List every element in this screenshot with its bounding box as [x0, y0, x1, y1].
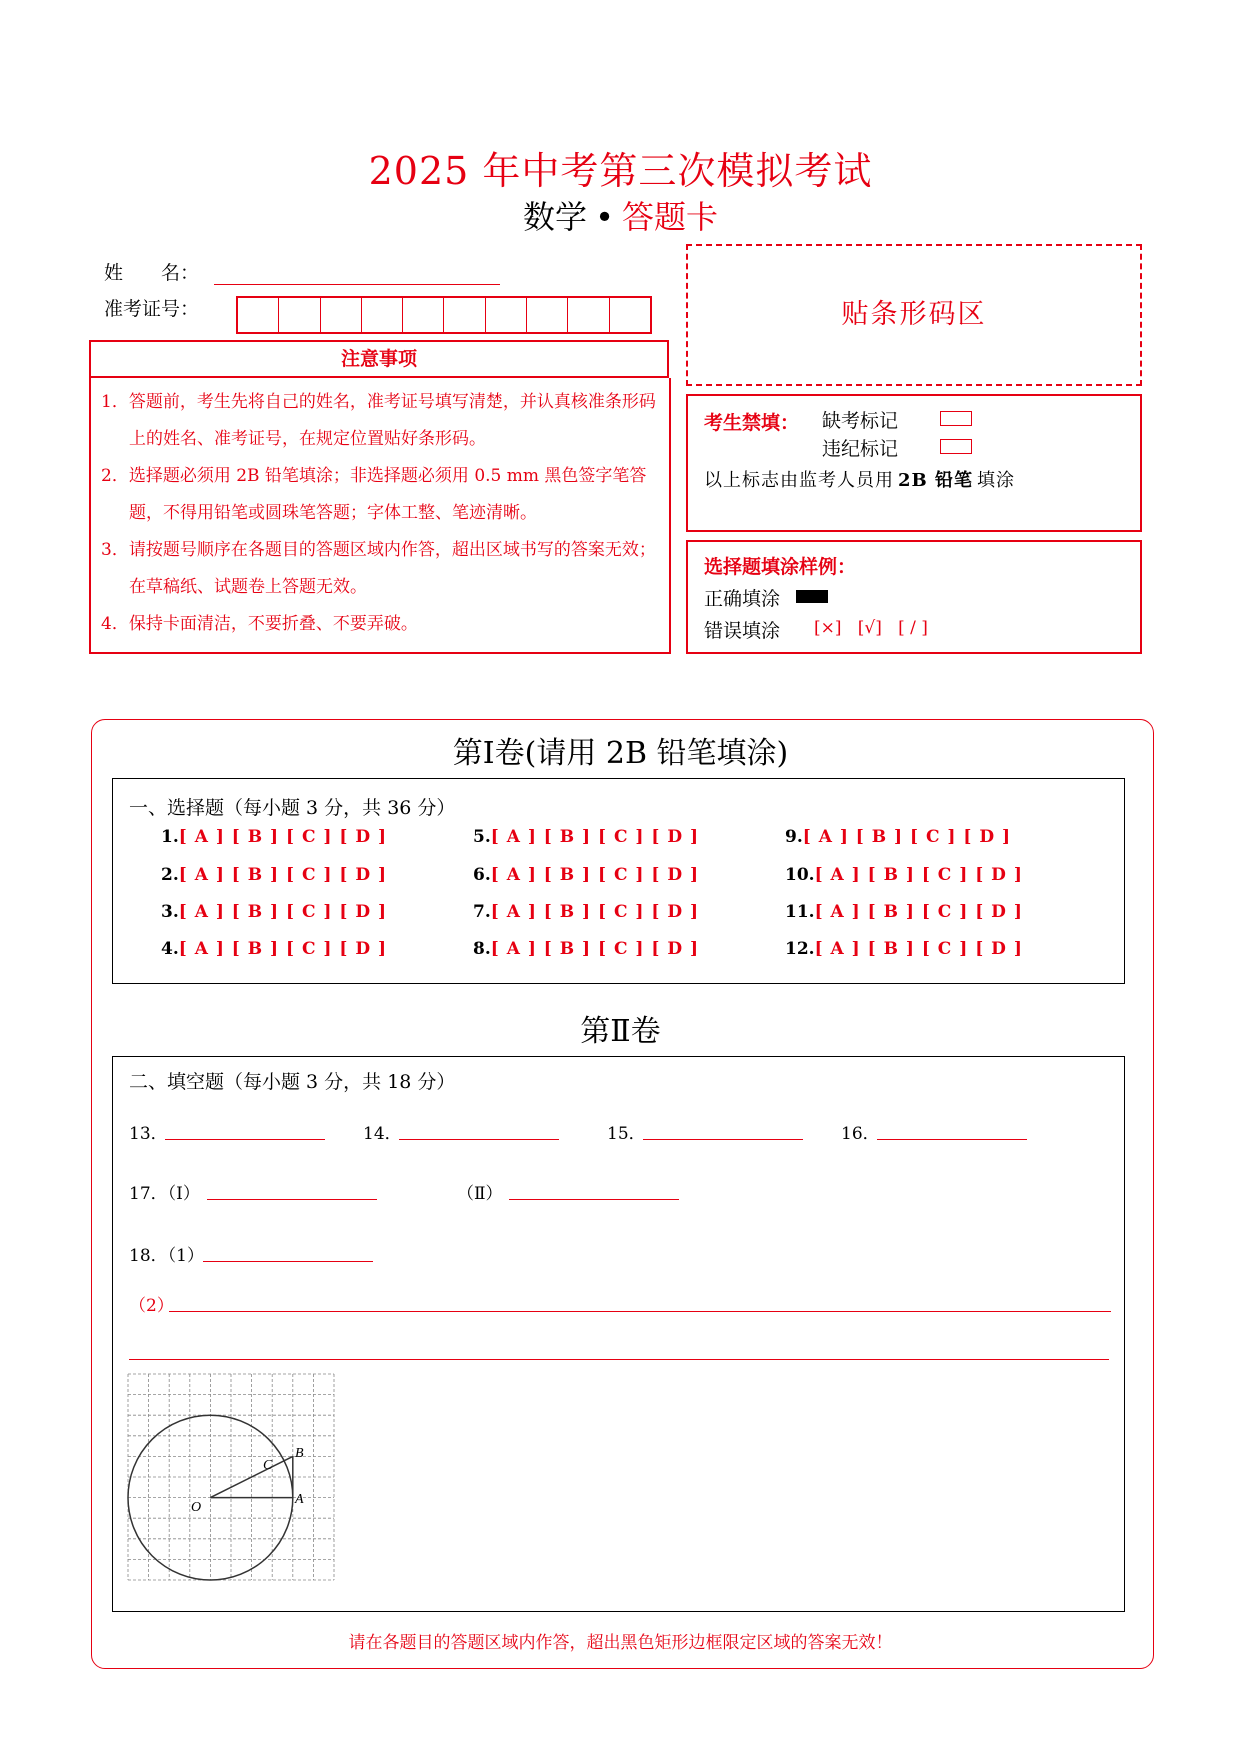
- choice-row-10[interactable]: 10.[ A ] [ B ] [ C ] [ D ]: [785, 865, 1023, 885]
- circle-grid-figure: [127, 1373, 337, 1583]
- q16-answer-line[interactable]: [877, 1139, 1027, 1140]
- correct-fill-label: 正确填涂: [704, 588, 781, 610]
- q17-part2-label: （Ⅱ）: [457, 1184, 503, 1204]
- id-digit-box[interactable]: [403, 298, 444, 332]
- proctor-note: 以上标志由监考人员用 2B 铅笔 填涂: [704, 470, 1016, 491]
- notice-item: 4．保持卡面清洁，不要折叠、不要弄破。: [101, 614, 418, 634]
- q17-part1-label: 17．（Ⅰ）: [129, 1184, 200, 1204]
- id-label: 准考证号：: [104, 298, 200, 320]
- choice-row-8[interactable]: 8.[ A ] [ B ] [ C ] [ D ]: [473, 939, 700, 959]
- q15-label: 15．: [607, 1124, 646, 1144]
- page-subtitle: [0, 192, 1241, 238]
- fill-sample-box: [686, 540, 1142, 654]
- subtitle-dot: •: [595, 198, 614, 236]
- proctor-only-title: 考生禁填：: [704, 412, 800, 434]
- part2-title: 第Ⅱ卷: [580, 1014, 661, 1049]
- q18-part1-label: 18．（1）: [129, 1246, 204, 1266]
- part1-title: 第Ⅰ卷(请用 2B 铅笔填涂): [452, 736, 789, 771]
- id-digit-box[interactable]: [568, 298, 609, 332]
- fill-section-title: 二、填空题（每小题 3 分，共 18 分）: [129, 1071, 456, 1093]
- exam-id-boxes[interactable]: [236, 296, 652, 334]
- q18-part2-answer-line[interactable]: [169, 1311, 1111, 1312]
- notice-item: 2．选择题必须用 2B 铅笔填涂；非选择题必须用 0.5 mm 黑色签字笔答题，不得用铅笔或圆珠笔答题；字体工整、笔迹清晰。: [101, 466, 647, 523]
- q13-answer-line[interactable]: [165, 1139, 325, 1140]
- choice-section: [112, 778, 1125, 984]
- point-a-label: A: [295, 1492, 304, 1507]
- choice-row-5[interactable]: 5.[ A ] [ B ] [ C ] [ D ]: [473, 827, 700, 847]
- id-digit-box[interactable]: [279, 298, 320, 332]
- violation-mark-label: 违纪标记: [822, 438, 899, 460]
- name-label: 姓 名：: [104, 262, 200, 284]
- id-digit-box[interactable]: [444, 298, 485, 332]
- notice-title: 注意事项: [89, 340, 669, 378]
- choice-row-1[interactable]: 1.[ A ] [ B ] [ C ] [ D ]: [161, 827, 388, 847]
- proctor-only-box: [686, 394, 1142, 532]
- q17-part1-answer-line[interactable]: [207, 1199, 377, 1200]
- choice-row-11[interactable]: 11.[ A ] [ B ] [ C ] [ D ]: [785, 902, 1023, 922]
- id-digit-box[interactable]: [527, 298, 568, 332]
- name-field[interactable]: [214, 284, 500, 285]
- q18-part1-answer-line[interactable]: [203, 1261, 373, 1262]
- wrong-fill-label: 错误填涂: [704, 620, 781, 642]
- q18-part2-answer-line-2[interactable]: [129, 1359, 1109, 1360]
- point-b-label: B: [295, 1446, 304, 1461]
- notice-item: 1．答题前，考生先将自己的姓名，准考证号填写清楚，并认真核准条形码上的姓名、准考证号，在规定位置贴好条形码。: [101, 392, 656, 449]
- id-digit-box[interactable]: [238, 298, 279, 332]
- choice-row-4[interactable]: 4.[ A ] [ B ] [ C ] [ D ]: [161, 939, 388, 959]
- notice-body: [89, 378, 671, 654]
- choice-row-3[interactable]: 3.[ A ] [ B ] [ C ] [ D ]: [161, 902, 388, 922]
- notice-item: 3．请按题号顺序在各题目的答题区域内作答，超出区域书写的答案无效；在草稿纸、试题卷上答题无效。: [101, 540, 656, 597]
- barcode-area: 贴条形码区: [686, 244, 1142, 386]
- fill-section: [112, 1056, 1125, 1612]
- q14-label: 14．: [363, 1124, 402, 1144]
- point-c-label: C: [263, 1458, 273, 1473]
- id-digit-box[interactable]: [321, 298, 362, 332]
- violation-mark-box[interactable]: [940, 439, 972, 454]
- point-o-label: O: [191, 1500, 202, 1515]
- absent-mark-label: 缺考标记: [822, 410, 899, 432]
- q14-answer-line[interactable]: [399, 1139, 559, 1140]
- q18-part2-label: （2）: [129, 1296, 174, 1316]
- absent-mark-box[interactable]: [940, 411, 972, 426]
- id-digit-box[interactable]: [610, 298, 650, 332]
- wrong-fill-samples: [×] [√] [ / ]: [814, 618, 928, 638]
- id-digit-box[interactable]: [486, 298, 527, 332]
- choice-row-2[interactable]: 2.[ A ] [ B ] [ C ] [ D ]: [161, 865, 388, 885]
- choice-row-6[interactable]: 6.[ A ] [ B ] [ C ] [ D ]: [473, 865, 700, 885]
- fill-sample-title: 选择题填涂样例：: [704, 556, 857, 578]
- footer-warning: 请在各题目的答题区域内作答，超出黑色矩形边框限定区域的答案无效！: [348, 1633, 893, 1653]
- choice-section-title: 一、选择题（每小题 3 分，共 36 分）: [129, 797, 456, 819]
- q15-answer-line[interactable]: [643, 1139, 803, 1140]
- id-digit-box[interactable]: [362, 298, 403, 332]
- correct-fill-sample: [796, 590, 828, 603]
- choice-row-12[interactable]: 12.[ A ] [ B ] [ C ] [ D ]: [785, 939, 1023, 959]
- choice-row-7[interactable]: 7.[ A ] [ B ] [ C ] [ D ]: [473, 902, 700, 922]
- q17-part2-answer-line[interactable]: [509, 1199, 679, 1200]
- card-type-label: 答题卡: [621, 198, 718, 236]
- page-title: 2025 年中考第三次模拟考试: [368, 149, 873, 193]
- subject-label: 数学: [523, 198, 588, 236]
- q13-label: 13．: [129, 1124, 168, 1144]
- choice-row-9[interactable]: 9.[ A ] [ B ] [ C ] [ D ]: [785, 827, 1012, 847]
- q16-label: 16．: [841, 1124, 880, 1144]
